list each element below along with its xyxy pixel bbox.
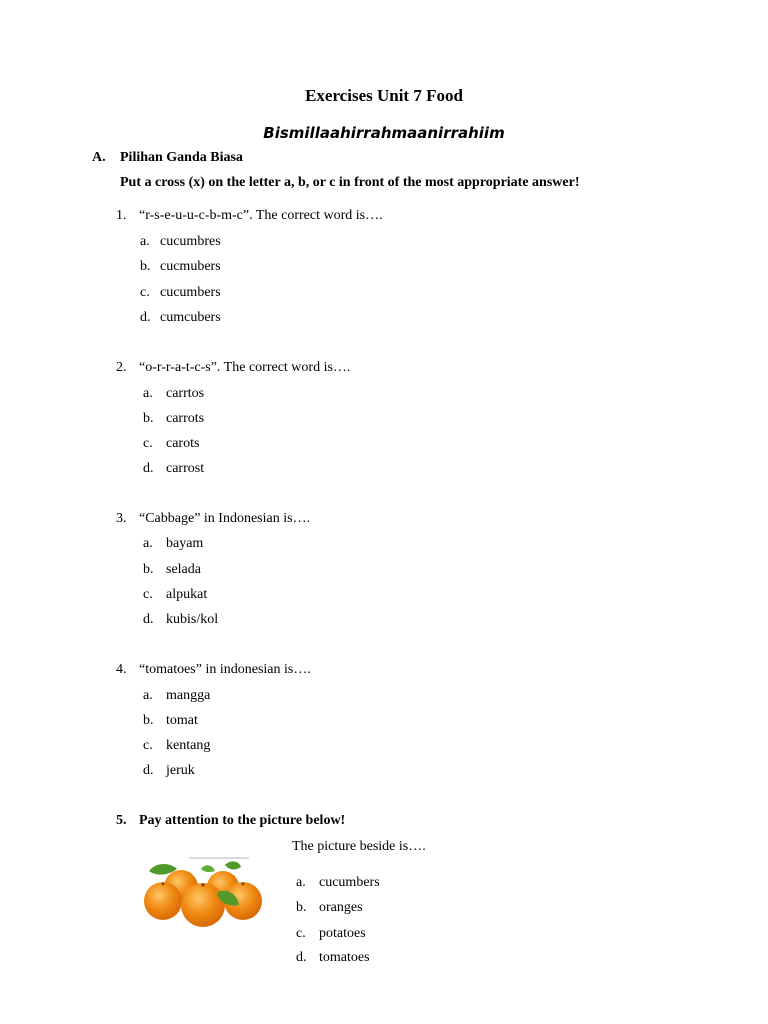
question-5 (116, 813, 345, 829)
option-text: selada (166, 562, 201, 577)
question-number: 5. (116, 813, 127, 828)
option-2d (143, 461, 204, 477)
page-subtitle: Bismillaahirrahmaanirrahiim (263, 124, 505, 142)
option-text: carrost (166, 461, 205, 476)
option-4a (143, 688, 210, 704)
option-text: tomat (166, 713, 198, 728)
option-text: carrots (166, 411, 205, 426)
option-text: bayam (166, 536, 204, 551)
option-3a (143, 536, 203, 552)
option-text: cucmubers (160, 259, 221, 274)
option-1d (140, 310, 221, 326)
option-text: kubis/kol (166, 612, 219, 627)
option-letter: d. (143, 763, 154, 778)
option-letter: b. (140, 259, 151, 274)
question-text: “o-r-r-a-t-c-s”. The correct word is…. (139, 360, 351, 375)
option-letter: b. (143, 713, 154, 728)
option-text: cucumbres (160, 234, 221, 249)
question-1 (116, 208, 383, 224)
option-4d (143, 763, 195, 779)
question-text: “Cabbage” in Indonesian is…. (139, 511, 311, 526)
option-letter: c. (143, 738, 153, 753)
option-5b (296, 900, 363, 916)
page-title: Exercises Unit 7 Food (305, 86, 463, 105)
option-text: kentang (166, 738, 211, 753)
option-5c (296, 926, 366, 942)
option-letter: a. (143, 386, 153, 401)
question-4 (116, 662, 311, 678)
option-letter: d. (296, 950, 307, 965)
option-2c (143, 436, 199, 452)
option-letter: a. (143, 536, 153, 551)
option-letter: d. (140, 310, 151, 325)
option-1b (140, 259, 221, 275)
option-text: mangga (166, 688, 211, 703)
option-letter: a. (140, 234, 150, 249)
option-text: jeruk (166, 763, 195, 778)
question-text: Pay attention to the picture below! (139, 813, 346, 828)
option-text: potatoes (319, 926, 366, 941)
option-text: cucumbers (160, 285, 221, 300)
oranges-illustration (141, 857, 264, 929)
option-letter: d. (143, 612, 154, 627)
option-letter: b. (143, 562, 154, 577)
option-text: cucumbers (319, 875, 380, 890)
option-text: cumcubers (160, 310, 221, 325)
option-2b (143, 411, 204, 427)
option-1c (140, 285, 221, 301)
option-letter: c. (143, 587, 153, 602)
question-number: 4. (116, 662, 127, 677)
question-text: “tomatoes” in indonesian is…. (139, 662, 311, 677)
option-letter: c. (296, 926, 306, 941)
option-5a (296, 875, 380, 891)
section-instruction: Put a cross (x) on the letter a, b, or c in front of the most appropriate answer! (120, 175, 580, 190)
option-letter: d. (143, 461, 154, 476)
option-letter: c. (140, 285, 150, 300)
option-4c (143, 738, 210, 754)
picture-caption: The picture beside is…. (292, 839, 426, 854)
question-number: 3. (116, 511, 127, 526)
option-text: carots (166, 436, 200, 451)
option-text: alpukat (166, 587, 208, 602)
question-number: 1. (116, 208, 127, 223)
option-letter: b. (296, 900, 307, 915)
option-letter: a. (143, 688, 153, 703)
option-text: tomatoes (319, 950, 370, 965)
section-heading (92, 150, 243, 166)
option-3d (143, 612, 218, 628)
oranges-picture (141, 857, 264, 929)
option-5d (296, 950, 370, 966)
option-text: carrtos (166, 386, 205, 401)
option-letter: a. (296, 875, 306, 890)
section-letter: A. (92, 150, 106, 165)
option-1a (140, 234, 221, 250)
question-2 (116, 360, 350, 376)
question-number: 2. (116, 360, 127, 375)
option-4b (143, 713, 198, 729)
option-2a (143, 386, 204, 402)
option-3c (143, 587, 207, 603)
question-3 (116, 511, 310, 527)
question-text: “r-s-e-u-u-c-b-m-c”. The correct word is…. (139, 208, 383, 223)
option-text: oranges (319, 900, 363, 915)
option-3b (143, 562, 201, 578)
option-letter: c. (143, 436, 153, 451)
option-letter: b. (143, 411, 154, 426)
section-title: Pilihan Ganda Biasa (120, 150, 243, 165)
